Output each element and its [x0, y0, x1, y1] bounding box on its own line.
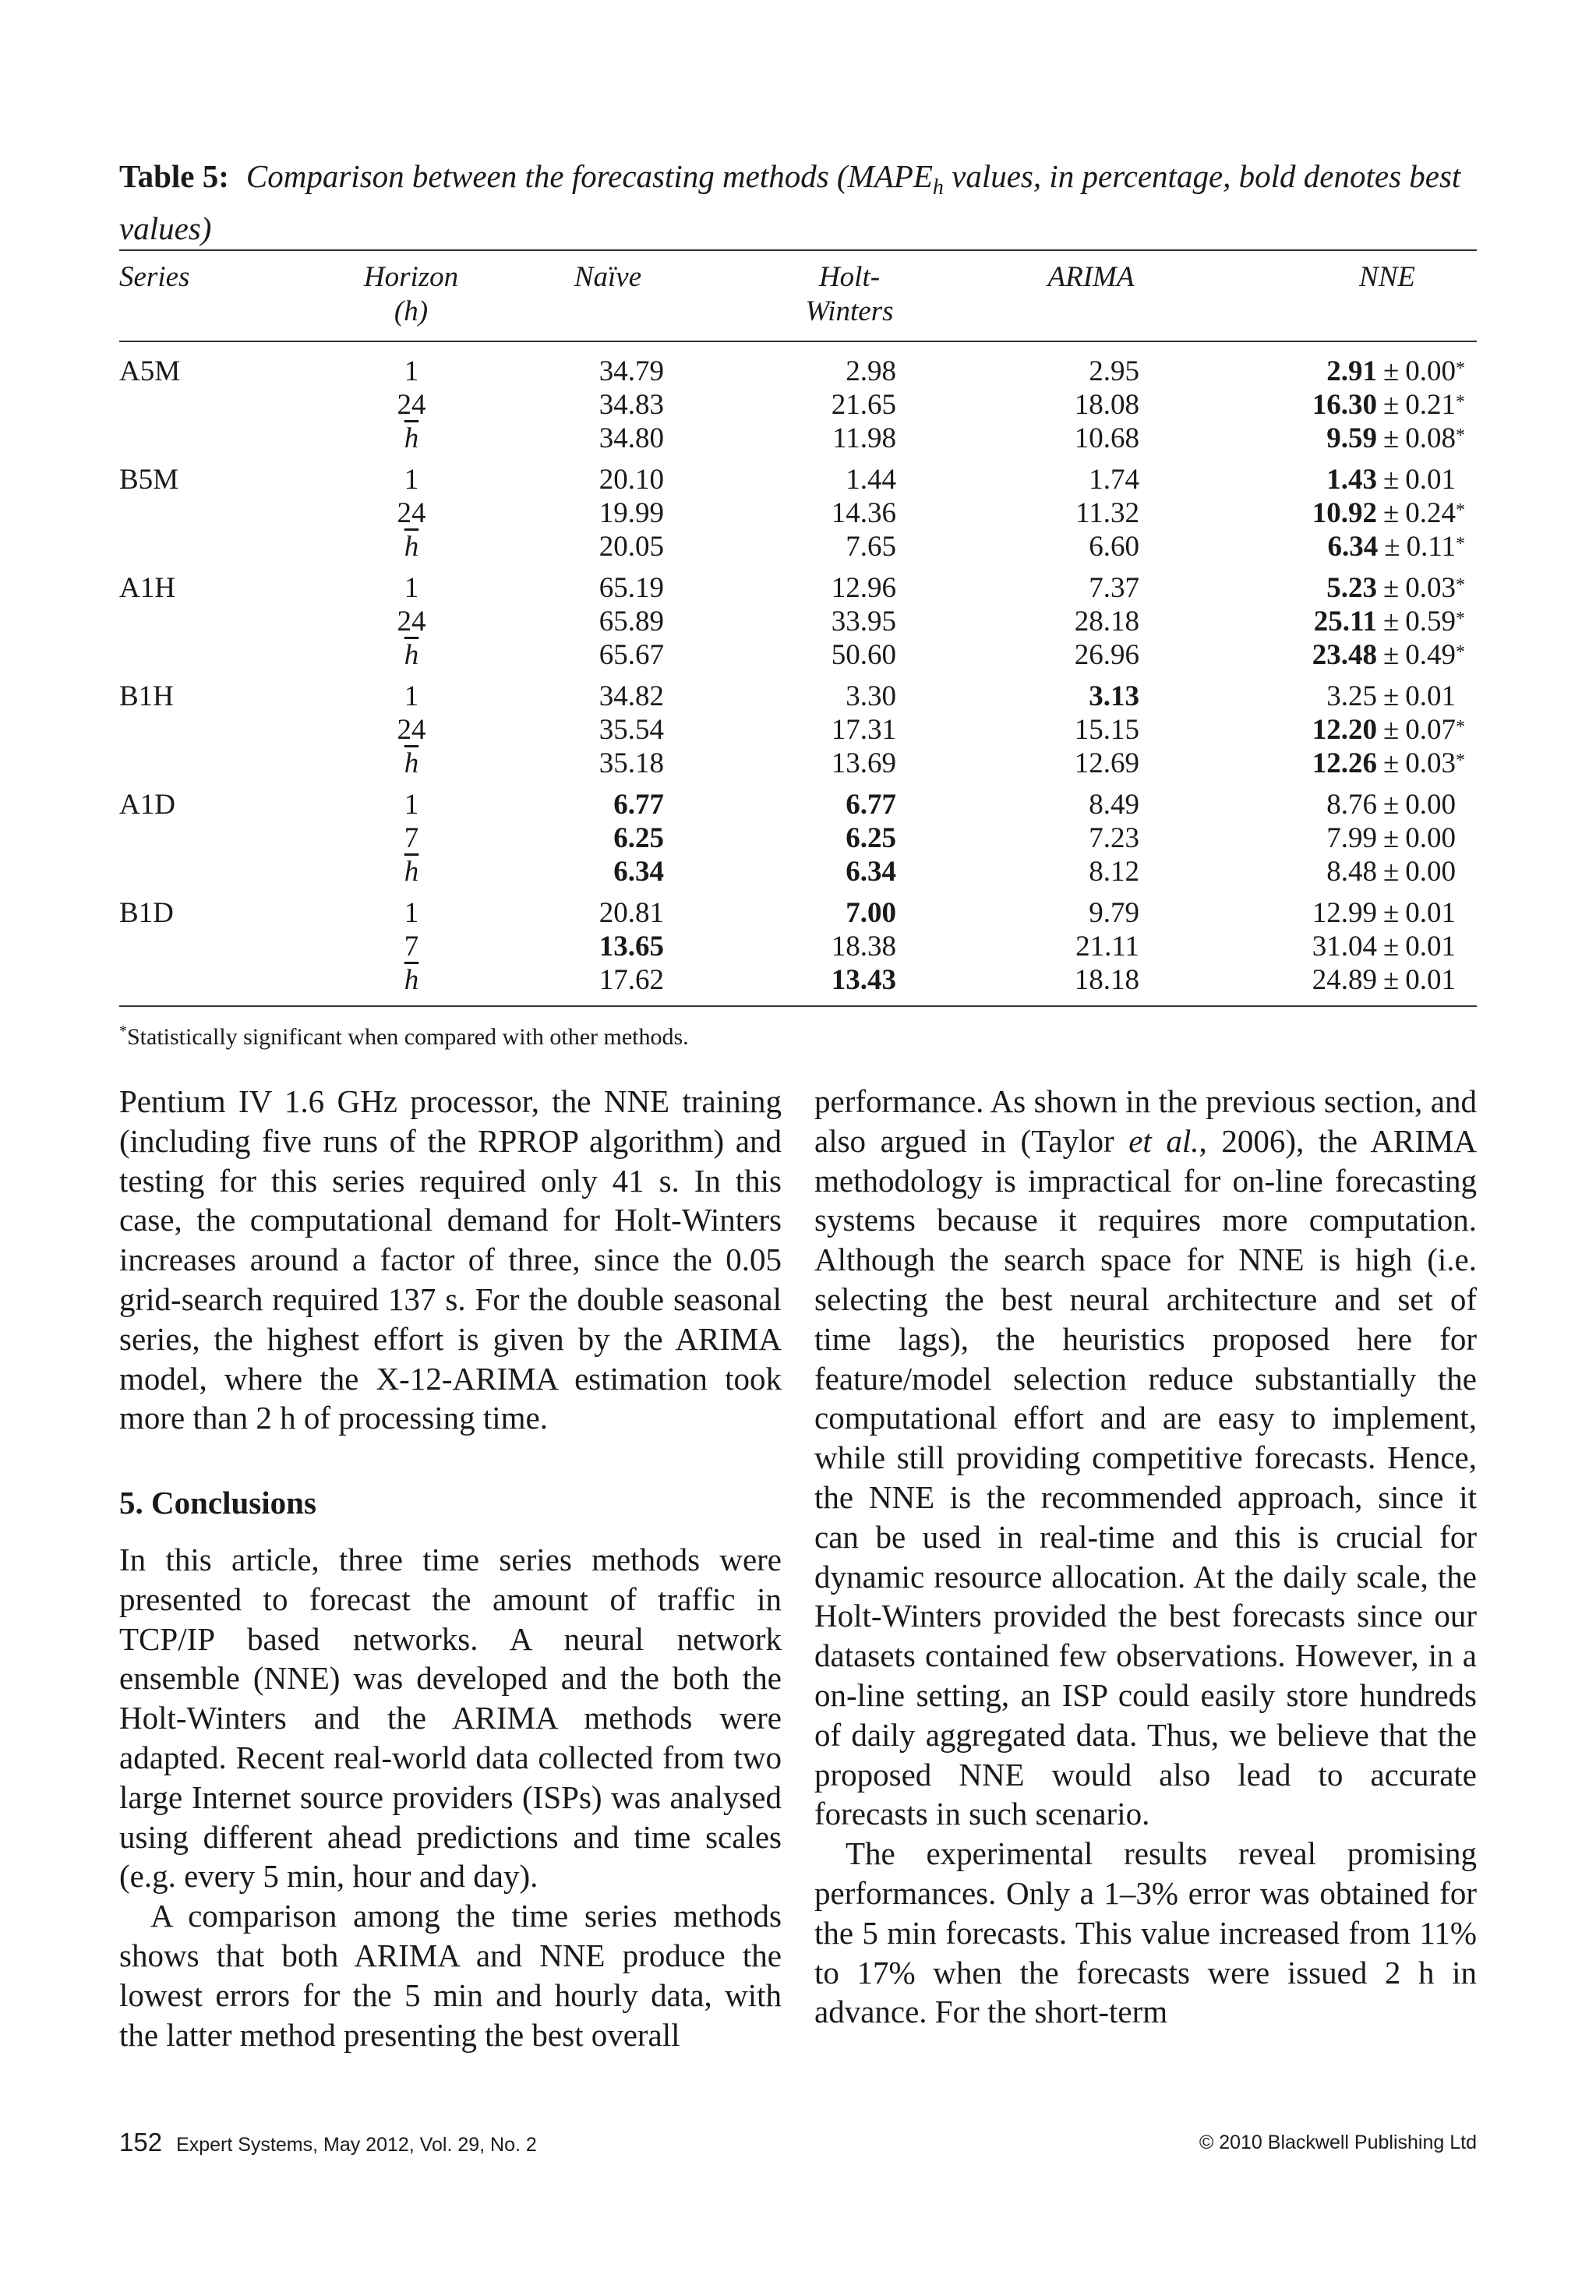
naive-cell: 20.05 — [598, 531, 664, 563]
hw-cell: 50.60 — [831, 639, 896, 671]
naive-cell: 34.83 — [598, 389, 664, 421]
hw-cell: 2.98 — [846, 355, 896, 387]
hw-cell: 6.25 — [846, 822, 896, 854]
nne-mean: 23.48 — [1312, 639, 1377, 671]
naive-cell: 65.19 — [598, 572, 664, 604]
header-hw-line2: Winters — [805, 295, 894, 327]
right-paragraph-1 — [814, 1082, 1477, 1834]
arima-cell: 15.15 — [1074, 714, 1139, 746]
arima-cell: 7.37 — [1089, 572, 1139, 604]
hw-cell: 21.65 — [831, 389, 896, 421]
table-footnote — [119, 1017, 689, 1051]
nne-cell — [1216, 897, 1465, 930]
hw-cell: 33.95 — [831, 606, 896, 638]
plus-minus-sign: ± — [1384, 531, 1400, 563]
arima-cell: 8.12 — [1089, 856, 1139, 888]
arima-cell: 18.18 — [1074, 964, 1139, 996]
nne-mean: 24.89 — [1312, 964, 1377, 996]
nne-cell — [1216, 497, 1465, 530]
header-horizon-line2: (h) — [394, 295, 429, 327]
nne-sd: 0.01 — [1405, 680, 1456, 712]
series-label: B5M — [119, 464, 179, 496]
caption-mape: MAPE — [847, 158, 933, 194]
arima-cell: 8.49 — [1089, 789, 1139, 821]
hw-cell: 6.34 — [846, 856, 896, 888]
horizon-value: 7 — [404, 822, 419, 854]
horizon-cell — [374, 497, 449, 530]
nne-cell — [1216, 680, 1465, 713]
nne-sd: 0.00 — [1405, 355, 1456, 387]
horizon-cell — [374, 897, 449, 930]
naive-cell: 34.80 — [598, 422, 664, 454]
table-top-rule — [119, 249, 1477, 251]
arima-cell: 1.74 — [1089, 464, 1139, 496]
nne-cell — [1216, 714, 1465, 747]
hw-cell: 13.69 — [831, 747, 896, 779]
nne-mean: 12.99 — [1312, 897, 1377, 929]
horizon-value: $\overline{h}$ — [404, 747, 419, 779]
arima-cell: 28.18 — [1074, 606, 1139, 638]
significance-star: * — [1456, 575, 1465, 595]
horizon-value: 24 — [397, 389, 426, 421]
horizon-cell — [374, 422, 449, 455]
arima-cell: 2.95 — [1089, 355, 1139, 387]
naive-cell: 20.10 — [598, 464, 664, 496]
nne-cell — [1216, 639, 1465, 672]
nne-mean: 12.20 — [1312, 714, 1377, 746]
significance-star: * — [1456, 642, 1465, 662]
table-bottom-rule — [119, 1005, 1477, 1007]
hw-cell: 13.43 — [831, 964, 896, 996]
plus-minus-sign: ± — [1382, 464, 1400, 496]
naive-cell: 65.67 — [598, 639, 664, 671]
left-paragraph-1: Pentium IV 1.6 GHz processor, the NNE training (including five runs of the RPROP algorithm) and testing for this series required only 41 s. In this case, the computational demand for Holt-Winters increases around a factor of three, since the 0.05 grid-search required 137 s. For the double seasonal series, the highest effort is given by the ARIMA model, where the X-12-ARIMA estimation took more than 2 h of processing time. — [119, 1083, 782, 1436]
horizon-cell — [374, 931, 449, 963]
left-paragraph-2: In this article, three time series methods were presented to forecast the amount of traffic in TCP/IP based networks. A neural network ensemble (NNE) was developed and the both the Holt-Winters and the ARIMA methods were adapted. Recent real-world data collected from two large Internet source providers (ISPs) was analysed using different ahead predictions and time scales (e.g. every 5 min, hour and day). — [119, 1541, 782, 1895]
series-label: B1D — [119, 897, 174, 929]
header-nne: NNE — [1359, 261, 1415, 293]
horizon-value: 1 — [404, 789, 419, 821]
naive-cell: 35.54 — [598, 714, 664, 746]
plus-minus-sign: ± — [1382, 639, 1400, 671]
horizon-value: 1 — [404, 572, 419, 604]
nne-cell — [1216, 389, 1465, 422]
horizon-value: 1 — [404, 897, 419, 929]
nne-mean: 6.34 — [1327, 531, 1379, 563]
arima-cell: 18.08 — [1074, 389, 1139, 421]
nne-mean: 9.59 — [1326, 422, 1377, 454]
horizon-value: 1 — [404, 355, 419, 387]
plus-minus-sign: ± — [1382, 822, 1400, 854]
nne-sd: 0.01 — [1405, 897, 1456, 929]
nne-sd: 0.01 — [1405, 464, 1456, 496]
horizon-cell — [374, 680, 449, 713]
naive-cell: 34.82 — [598, 680, 664, 712]
series-label: B1H — [119, 680, 174, 712]
significance-star: * — [1456, 500, 1465, 521]
nne-mean: 8.48 — [1326, 856, 1377, 888]
nne-sd: 0.00 — [1405, 789, 1456, 821]
right-p1-part-b: , 2006), the ARIMA methodology is impractical for on-line forecasting systems because it requires more computation. Although the search space for NNE is high (i.e. selecting the best neural architecture and set of time lags), the heuristics proposed here for feature/model selection reduce substantially the computational effort and are easy to implement, while still providing competitive forecasts. Hence, the NNE is the recommended approach, since it can be used in real-time and this is crucial for dynamic resource allocation. At the daily scale, the Holt-Winters provided the best forecasts since our datasets contained few observations. However, in a on-line setting, an ISP could easily store hundreds of daily aggregated data. Thus, we believe that the proposed NNE would also lead to accurate forecasts in such scenario. — [814, 1122, 1477, 1832]
nne-cell — [1216, 464, 1465, 496]
caption-sub: h — [932, 175, 944, 200]
nne-mean: 7.99 — [1326, 822, 1377, 854]
horizon-value: $\overline{h}$ — [404, 639, 419, 671]
plus-minus-sign: ± — [1382, 422, 1400, 454]
arima-cell: 12.69 — [1074, 747, 1139, 779]
significance-star: * — [1456, 717, 1465, 737]
nne-sd: 0.03 — [1405, 747, 1456, 779]
series-label: A1H — [119, 572, 175, 604]
nne-mean: 3.25 — [1326, 680, 1377, 712]
hw-cell: 11.98 — [832, 422, 896, 454]
caption-text-post: values, in percentage, bold denotes best values) — [119, 158, 1461, 247]
nne-cell — [1216, 606, 1465, 638]
header-arima: ARIMA — [1047, 261, 1135, 293]
arima-cell: 11.32 — [1075, 497, 1139, 529]
nne-cell — [1216, 531, 1465, 563]
naive-cell: 13.65 — [598, 931, 664, 963]
naive-cell: 65.89 — [598, 606, 664, 638]
horizon-value: $\overline{h}$ — [404, 422, 419, 454]
naive-cell: 6.25 — [613, 822, 664, 854]
arima-cell: 3.13 — [1089, 680, 1139, 712]
series-label: A5M — [119, 355, 181, 387]
hw-cell: 7.00 — [846, 897, 896, 929]
horizon-value: $\overline{h}$ — [404, 531, 419, 563]
nne-sd: 0.01 — [1405, 964, 1456, 996]
plus-minus-sign: ± — [1382, 389, 1400, 421]
nne-cell — [1216, 747, 1465, 780]
nne-mean: 2.91 — [1326, 355, 1377, 387]
hw-cell: 18.38 — [831, 931, 896, 963]
naive-cell: 6.77 — [613, 789, 664, 821]
header-naive: Naïve — [574, 261, 642, 293]
section-heading-conclusions: 5. Conclusions — [119, 1485, 316, 1521]
horizon-cell — [374, 822, 449, 855]
nne-sd: 0.08 — [1405, 422, 1456, 454]
nne-sd: 0.07 — [1405, 714, 1456, 746]
horizon-value: $\overline{h}$ — [404, 964, 419, 996]
horizon-cell — [374, 606, 449, 638]
header-horizon — [327, 260, 495, 329]
right-p1-et-al: et al. — [1128, 1122, 1199, 1159]
nne-mean: 8.76 — [1326, 789, 1377, 821]
nne-cell — [1216, 572, 1465, 605]
naive-cell: 35.18 — [598, 747, 664, 779]
nne-mean: 10.92 — [1312, 497, 1377, 529]
hw-cell: 7.65 — [846, 531, 896, 563]
plus-minus-sign: ± — [1382, 964, 1400, 996]
horizon-cell — [374, 639, 449, 672]
nne-cell — [1216, 355, 1465, 388]
header-hw-line1: Holt- — [818, 261, 881, 293]
significance-star: * — [1456, 426, 1465, 446]
arima-cell: 6.60 — [1089, 531, 1139, 563]
horizon-value: $\overline{h}$ — [404, 856, 419, 888]
horizon-value: 7 — [404, 931, 419, 963]
plus-minus-sign: ± — [1382, 355, 1400, 387]
nne-mean: 12.26 — [1312, 747, 1377, 779]
hw-cell: 6.77 — [846, 789, 896, 821]
arima-cell: 7.23 — [1089, 822, 1139, 854]
arima-cell: 9.79 — [1089, 897, 1139, 929]
caption-text-pre: Comparison between the forecasting methods ( — [245, 158, 848, 194]
table-label: Table 5: — [119, 158, 229, 194]
table-caption — [119, 156, 1477, 249]
nne-sd: 0.03 — [1405, 572, 1456, 604]
footnote-text: Statistically significant when compared with other methods. — [127, 1024, 689, 1050]
nne-mean: 25.11 — [1313, 606, 1377, 638]
hw-cell: 17.31 — [831, 714, 896, 746]
header-horizon-line1: Horizon — [363, 261, 459, 293]
horizon-value: 24 — [397, 497, 426, 529]
footnote-mark: * — [119, 1023, 127, 1040]
horizon-cell — [374, 572, 449, 605]
nne-cell — [1216, 931, 1465, 963]
header-holt-winters — [787, 260, 912, 329]
plus-minus-sign: ± — [1382, 680, 1400, 712]
right-paragraph-2: The experimental results reveal promising performances. Only a 1–3% error was obtained for the 5 min forecasts. This value increased from 11% to 17% when the forecasts were issued 2 h in advance. For the short-term — [814, 1835, 1477, 2030]
horizon-cell — [374, 355, 449, 388]
hw-cell: 1.44 — [846, 464, 896, 496]
significance-star: * — [1456, 609, 1465, 629]
nne-mean: 1.43 — [1326, 464, 1377, 496]
horizon-cell — [374, 464, 449, 496]
table-header-rule — [119, 341, 1477, 342]
horizon-cell — [374, 747, 449, 780]
plus-minus-sign: ± — [1382, 789, 1400, 821]
plus-minus-sign: ± — [1382, 931, 1400, 963]
hw-cell: 12.96 — [831, 572, 896, 604]
significance-star: * — [1456, 751, 1465, 771]
horizon-cell — [374, 389, 449, 422]
plus-minus-sign: ± — [1382, 606, 1400, 638]
nne-cell — [1216, 964, 1465, 997]
naive-cell: 19.99 — [598, 497, 664, 529]
nne-sd: 0.00 — [1405, 822, 1456, 854]
nne-sd: 0.21 — [1405, 389, 1456, 421]
footer-copyright: © 2010 Blackwell Publishing Ltd — [1199, 2132, 1477, 2153]
hw-cell: 14.36 — [831, 497, 896, 529]
plus-minus-sign: ± — [1382, 747, 1400, 779]
horizon-cell — [374, 714, 449, 747]
nne-mean: 5.23 — [1326, 572, 1377, 604]
plus-minus-sign: ± — [1382, 856, 1400, 888]
journal-info: Expert Systems, May 2012, Vol. 29, No. 2 — [176, 2134, 537, 2156]
nne-mean: 16.30 — [1312, 389, 1377, 421]
horizon-cell — [374, 964, 449, 997]
horizon-value: 24 — [397, 714, 426, 746]
footer-left — [119, 2130, 537, 2157]
significance-star: * — [1456, 392, 1465, 412]
header-series: Series — [119, 261, 190, 293]
plus-minus-sign: ± — [1382, 714, 1400, 746]
naive-cell: 17.62 — [598, 964, 664, 996]
horizon-cell — [374, 789, 449, 821]
nne-mean: 31.04 — [1312, 931, 1377, 963]
nne-sd: 0.59 — [1405, 606, 1456, 638]
arima-cell: 21.11 — [1075, 931, 1139, 963]
arima-cell: 10.68 — [1074, 422, 1139, 454]
nne-sd: 0.11 — [1406, 531, 1456, 563]
nne-cell — [1216, 789, 1465, 821]
horizon-value: 24 — [397, 606, 426, 638]
page-number: 152 — [119, 2128, 163, 2156]
naive-cell: 20.81 — [598, 897, 664, 929]
nne-sd: 0.24 — [1405, 497, 1456, 529]
nne-sd: 0.01 — [1405, 931, 1456, 963]
horizon-value: 1 — [404, 680, 419, 712]
plus-minus-sign: ± — [1382, 497, 1400, 529]
horizon-cell — [374, 531, 449, 563]
nne-sd: 0.00 — [1405, 856, 1456, 888]
plus-minus-sign: ± — [1382, 897, 1400, 929]
plus-minus-sign: ± — [1382, 572, 1400, 604]
right-p1-part-a: performance. As shown in the previous section, and also argued in (Taylor — [814, 1083, 1477, 1159]
nne-cell — [1216, 822, 1465, 855]
significance-star: * — [1456, 534, 1465, 554]
right-column — [814, 1082, 1477, 2032]
significance-star: * — [1456, 359, 1465, 379]
series-label: A1D — [119, 789, 175, 821]
horizon-value: 1 — [404, 464, 419, 496]
left-column — [119, 1082, 782, 2054]
horizon-cell — [374, 856, 449, 888]
nne-cell — [1216, 422, 1465, 455]
naive-cell: 6.34 — [613, 856, 664, 888]
nne-sd: 0.49 — [1405, 639, 1456, 671]
arima-cell: 26.96 — [1074, 639, 1139, 671]
hw-cell: 3.30 — [846, 680, 896, 712]
naive-cell: 34.79 — [598, 355, 664, 387]
left-paragraph-3: A comparison among the time series methods shows that both ARIMA and NNE produce the lowest errors for the 5 min and hourly data, with the latter method presenting the best overall — [119, 1898, 782, 2053]
nne-cell — [1216, 856, 1465, 888]
